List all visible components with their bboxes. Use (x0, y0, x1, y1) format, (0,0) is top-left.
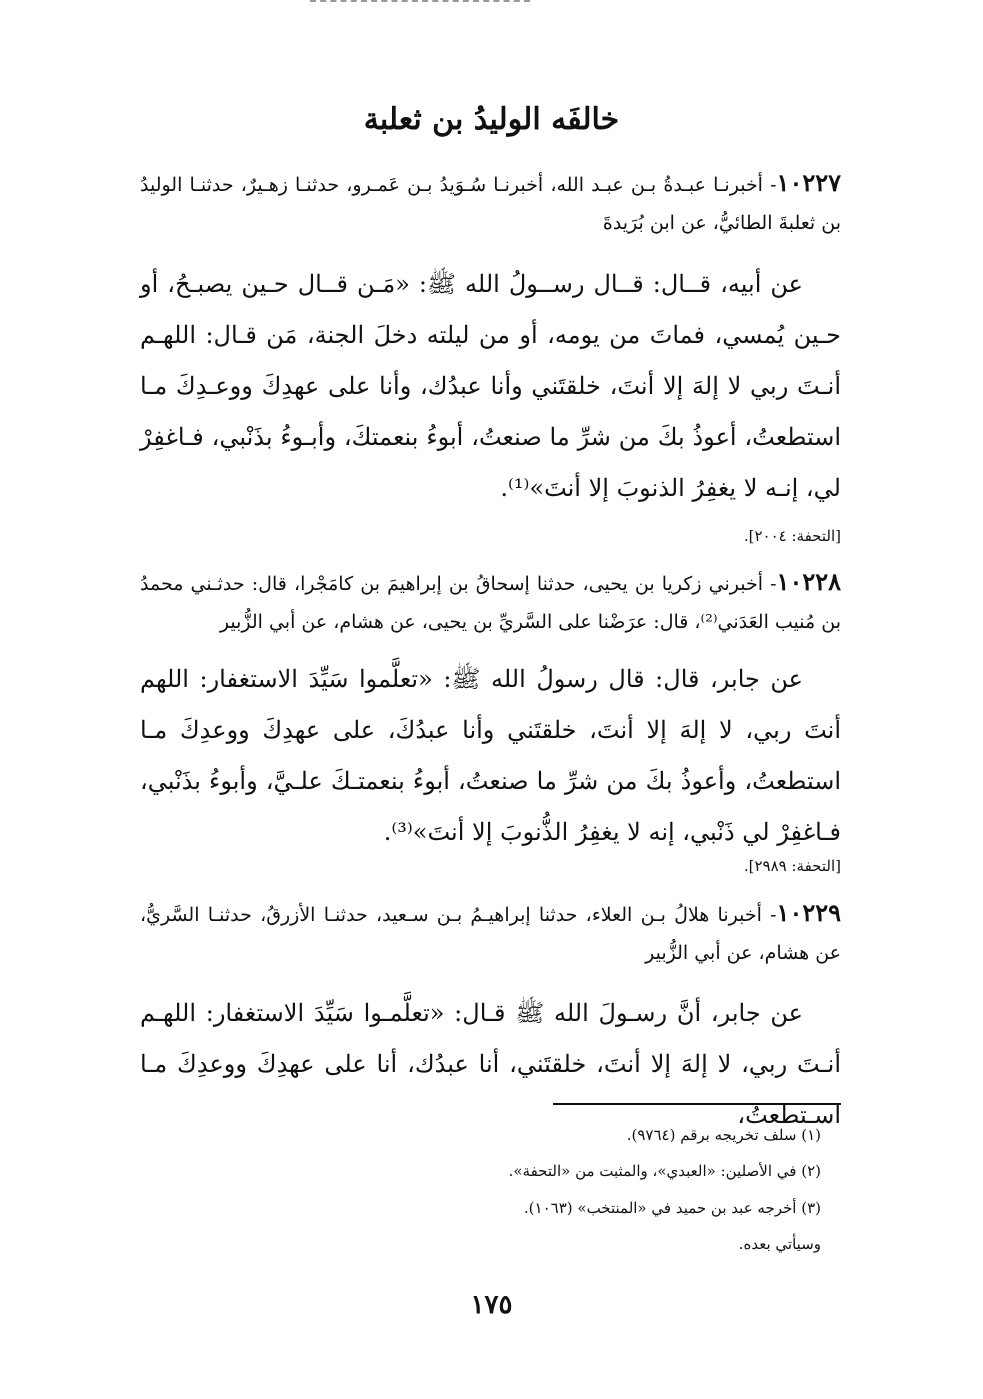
hadith-10228-isnad (140, 563, 841, 641)
footnote-1: (١) سلف تخريجه برقم (٩٧٦٤). (626, 1126, 821, 1144)
footnote-3: (٣) أخرجه عبد بن حميد في «المنتخب» (١٠٦٣). (523, 1199, 821, 1217)
hadith-number: ١٠٢٢٨ (776, 567, 841, 596)
hadith-10229-matn: عن جابر، أنَّ رسـولَ الله ﷺ قـال: «تعلَّمـوا سَيِّدَ الاستغفار: اللهـم أنـتَ ربي، لا إلهَ إلا أنتَ، خلقتَني، أنا عبدُك، أنا على عهدِكَ ووعدِكَ مـا اسـتطعتُ، (140, 999, 841, 1129)
page-number: ١٧٥ (470, 1290, 513, 1320)
hadith-10227-matn: عن أبيه، قــال: قــال رســولُ الله ﷺ: «مَـن قــال حـين يصبـحُ، أو حـين يُمسي، فماتَ من يومه، أو من ليلته دخلَ الجنة، مَن قـال: اللهـم أنـتَ ربي لا إلهَ إلا أنتَ، خلقتَني وأنا عبدُك، وأنا على عهدِكَ ووعـدِكَ مـا استطعتُ، أعوذُ بكَ من شرِّ ما صنعتُ، أبوءُ بنعمتكَ، وأبـوءُ بذَنْبي، فـاغفِرْ لي، إنـه لا يغفِرُ الذنوبَ إلا أنتَ»⁽¹⁾. (140, 270, 841, 502)
hadith-number: ١٠٢٢٩ (776, 898, 841, 927)
top-edge-rule (310, 0, 530, 4)
isnad-text: - أخبرنـا عبـدةُ بـن عبـد الله، أخبرنـا سُـوَيدُ بـن عَمـرو، حدثنـا زهـيرٌ، حدثنـا الوليدُ بن ثعلبةَ الطائيُّ، عن ابن بُرَيدةَ (140, 174, 841, 234)
section-title: خالفَه الوليدُ بن ثعلبة (363, 102, 620, 137)
hadith-10228-matn: عن جابر، قال: قال رسولُ الله ﷺ: «تعلَّموا سَيِّدَ الاستغفار: اللهم أنتَ ربي، لا إلهَ إلا أنتَ، خلقتَني وأنا عبدُكَ، على عهدِكَ ووعدِكَ مـا استطعتُ، وأعوذُ بكَ من شرِّ ما صنعتُ، أبوءُ بنعمتـكَ علـيَّ، وأبوءُ بذَنْبي، فـاغفِرْ لي ذَنْبي، إنه لا يغفِرُ الذُّنوبَ إلا أنتَ»⁽³⁾. (140, 665, 841, 846)
tuhfa-reference: [التحفة: ٢٠٠٤]. (743, 527, 841, 545)
hadith-10229-isnad (140, 894, 841, 972)
footnote-2: (٢) في الأصلين: «العبدي»، والمثبت من «التحفة». (508, 1162, 821, 1180)
footnote-3-continuation: وسيأتي بعده. (738, 1235, 821, 1253)
hadith-10227-isnad (140, 164, 841, 242)
footnote-separator (553, 1103, 841, 1105)
hadith-number: ١٠٢٢٧ (776, 168, 841, 197)
isnad-text: - أخبرنا هلالُ بـن العلاء، حدثنا إبراهيـمُ بـن سـعيد، حدثنـا الأزرقُ، حدثنـا السَّريُّ، عن هشام، عن أبي الزُّبير (140, 904, 841, 964)
isnad-text: - أخبرني زكريا بن يحيى، حدثنا إسحاقُ بن إبراهيمَ بن كامَجْرا، قال: حدثـني محمدُ بن مُنيب العَدَني⁽²⁾، قال: عرَضْنا على السَّريِّ بن يحيى، عن هشام، عن أبي الزُّبير (140, 573, 841, 633)
tuhfa-reference: [التحفة: ٢٩٨٩]. (743, 857, 841, 875)
